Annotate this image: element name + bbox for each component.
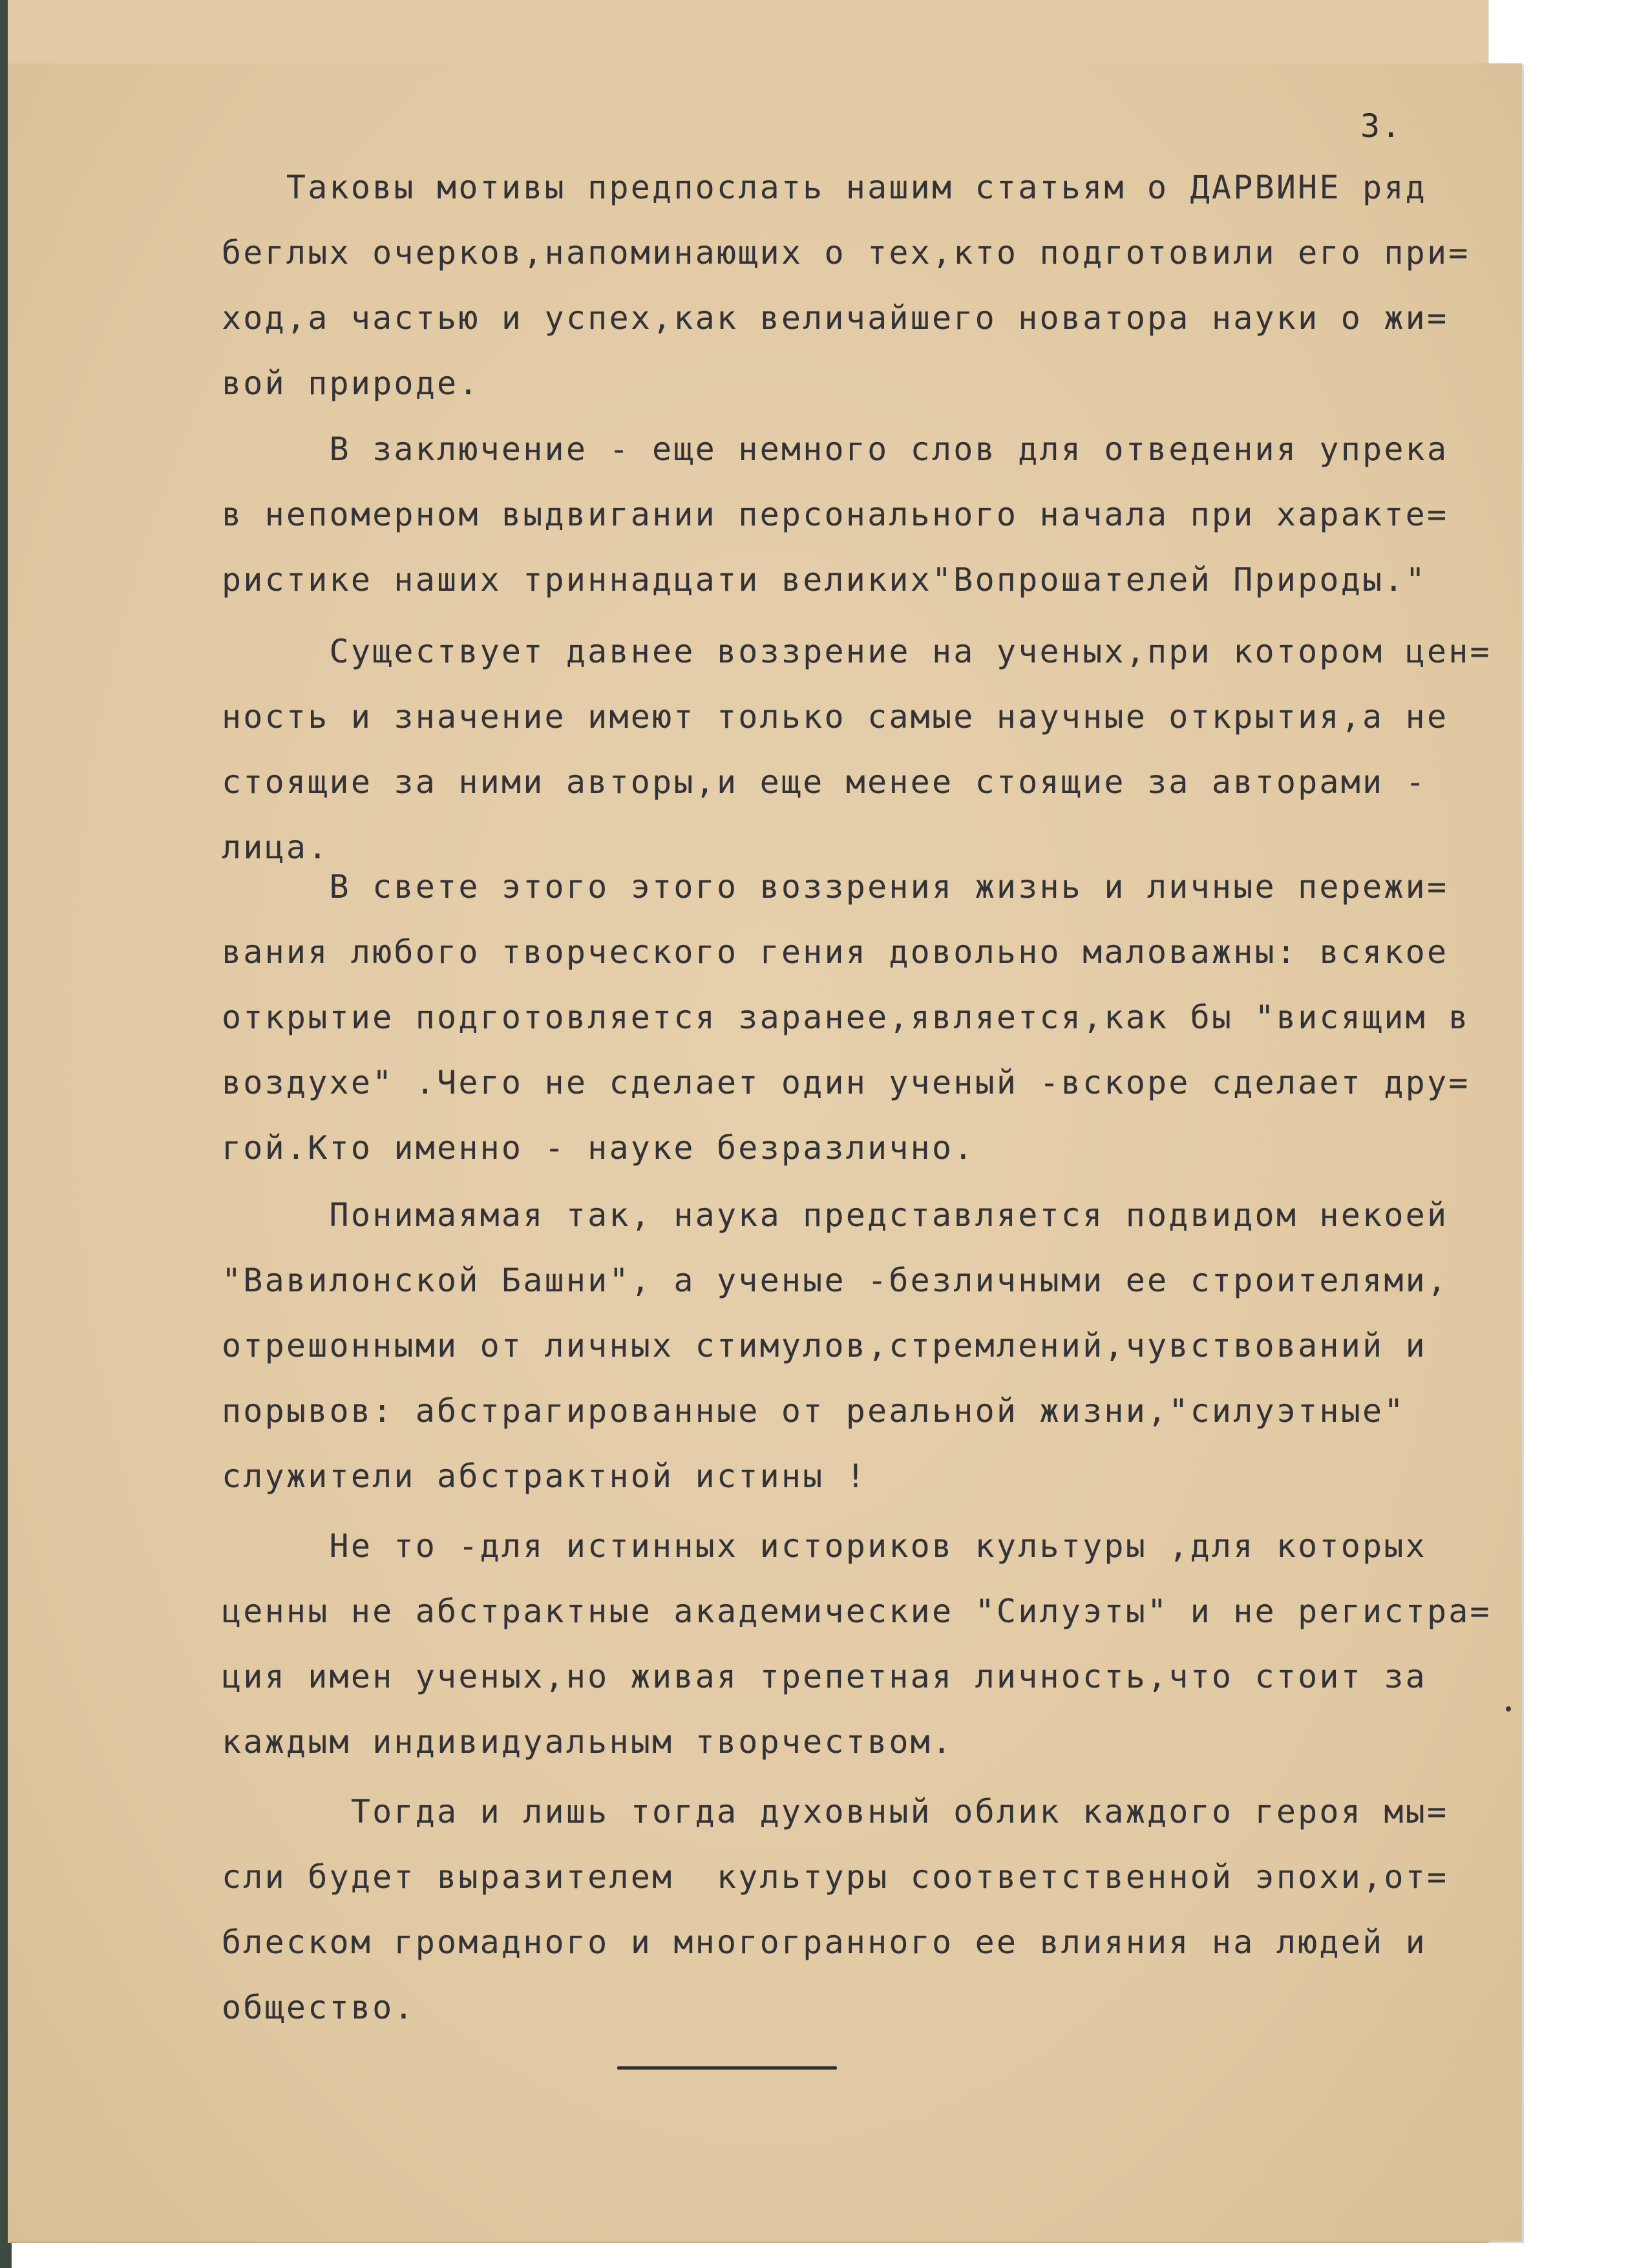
paragraph-6: Не то -для истинных историков культуры ,для которых ценны не абстрактные академические "Силуэты" и не регистра= ция имен ученых,но живая трепетная личность,что стоит за каждым индивидуальным творчеством. [222, 1527, 1492, 1761]
paragraph-4: В свете этого этого воззрения жизнь и личные пережи= вания любого творческого гения довольно маловажны: всякое открытие подготовляется заранее,является,как бы "висящим в воздухе" .Чего не сделает один ученый -вскоре сделает дру= гой.Кто именно - науке безразлично. [222, 868, 1470, 1167]
closing-divider-line [617, 2066, 837, 2070]
ink-speck [1506, 1706, 1511, 1712]
paragraph-2: В заключение - еще немного слов для отведения упрека в непомерном выдвигании персонального начала при характе= ристике наших триннадцати великих"Вопрошателей Природы." [222, 430, 1449, 599]
paragraph-7: Тогда и лишь тогда духовный облик каждого героя мы= сли будет выразителем культуры соответственной эпохи,от= блеском громадного и многогранного ее влияния на людей и общество. [222, 1793, 1449, 2026]
paragraph-1: Таковы мотивы предпослать нашим статьям о ДАРВИНЕ ряд беглых очерков,напоминающих о тех,кто подготовили его при= ход,а частью и успех,как величайшего новатора науки о жи= вой природе. [222, 169, 1470, 402]
paragraph-5: Понимаямая так, наука представляется подвидом некоей "Вавилонской Башни", а ученые -безличными ее строителями, отрешонными от личных стимулов,стремлений,чувствований и порывов: абстрагированные от реальной жизни,"силуэтные" служители абстрактной истины ! [222, 1196, 1449, 1495]
page-number: 3. [1360, 107, 1402, 145]
paragraph-3: Существует давнее воззрение на ученых,при котором цен= ность и значение имеют только самые научные открытия,а не стоящие за ними авторы,и еще менее стоящие за авторами - лица. [222, 633, 1492, 866]
